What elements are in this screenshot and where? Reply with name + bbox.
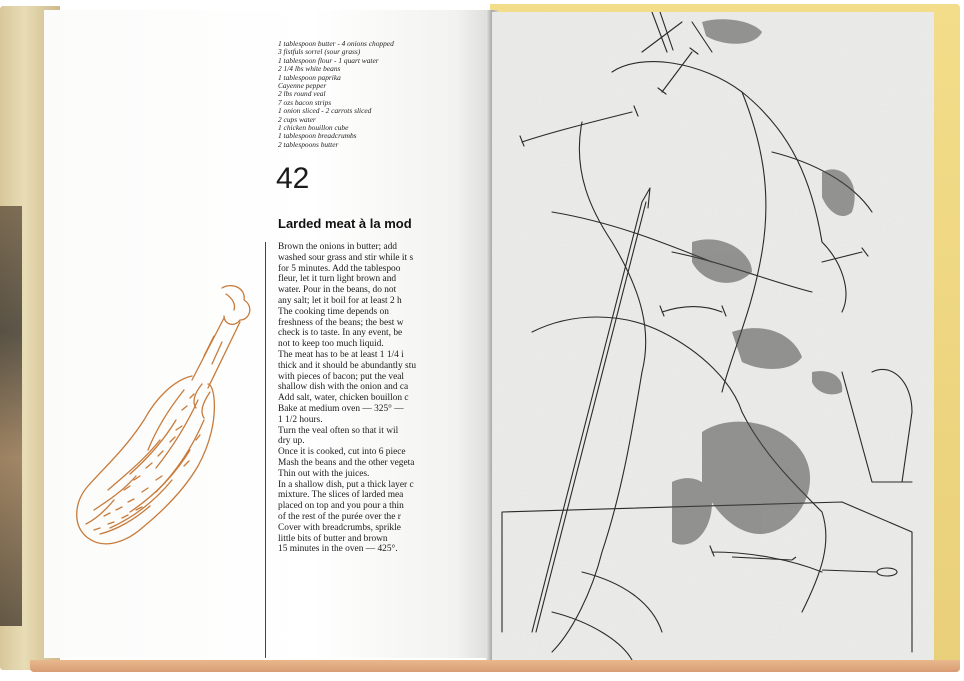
bottom-cover-edge <box>30 660 960 672</box>
ingredient-line: 1 tablespoon flour - 1 quart water <box>278 55 379 65</box>
instruction-line: Thin out with the juices. <box>278 468 370 479</box>
ingredient-line: 2 1/4 lbs white beans <box>278 64 341 74</box>
instruction-line: placed on top and you pour a thin <box>278 501 404 512</box>
ingredients-list <box>278 40 478 149</box>
instruction-line: freshness of the beans; the best w <box>278 317 404 328</box>
instruction-line: In a shallow dish, put a thick layer c <box>278 479 414 490</box>
surreal-illustration <box>492 12 934 660</box>
instruction-line: Add salt, water, chicken bouillon c <box>278 393 409 404</box>
ingredient-line: 7 ozs bacon strips <box>278 97 332 107</box>
ingredient-line: Cayenne pepper <box>278 81 327 91</box>
instruction-line: Bake at medium oven — 325° — <box>278 403 404 414</box>
ingredient-line: 1 tablespoon butter - 4 onions chopped <box>278 39 394 48</box>
instruction-line: dry up. <box>278 436 305 447</box>
instruction-line: 15 minutes in the oven — 425°. <box>278 544 398 555</box>
instruction-line: The cooking time depends on <box>278 306 389 317</box>
instruction-line: shallow dish with the onion and ca <box>278 382 409 393</box>
bone-illustration <box>64 280 264 550</box>
instruction-line: of the rest of the purée over the r <box>278 511 401 522</box>
recipe-title: Larded meat à la mod <box>278 216 412 231</box>
ingredient-line: 1 chicken bouillon cube <box>278 123 349 133</box>
instruction-line: water. Pour in the beans, do not <box>278 285 397 296</box>
instruction-line: little bits of butter and brown <box>278 533 388 544</box>
ingredient-line: 2 lbs round veal <box>278 89 326 99</box>
instruction-line: any salt; let it boil for at least 2 h <box>278 295 402 306</box>
recipe-instructions <box>278 242 492 555</box>
ingredient-line: 1 onion sliced - 2 carrots sliced <box>278 106 372 116</box>
recipe-number: 42 <box>276 162 310 195</box>
ingredient-line: 1 tablespoon paprika <box>278 72 341 82</box>
left-page <box>44 10 492 658</box>
instruction-line: Cover with breadcrumbs, sprikle <box>278 522 401 533</box>
instruction-line: Once it is cooked, cut into 6 piece <box>278 447 406 458</box>
instruction-line: thick and it should be abundantly stu <box>278 360 417 371</box>
instruction-line: 1 1/2 hours. <box>278 414 323 425</box>
instruction-line: fleur, let it turn light brown and <box>278 274 397 285</box>
instruction-line: check is to taste. In any event, be <box>278 328 403 339</box>
ingredient-line: 2 cups water <box>278 114 316 124</box>
instruction-line: not to keep too much liquid. <box>278 339 384 350</box>
instruction-line: Mash the beans and the other vegeta <box>278 457 415 468</box>
ingredient-line: 3 fistfuls sorrel (sour grass) <box>278 47 361 57</box>
instruction-line: The meat has to be at least 1 1/4 i <box>278 349 404 360</box>
instruction-line: Brown the onions in butter; add <box>278 242 397 252</box>
right-page <box>492 12 934 660</box>
instruction-line: with pieces of bacon; put the veal <box>278 371 404 382</box>
ingredient-line: 2 tablespoons butter <box>278 139 339 149</box>
column-rule <box>265 242 266 658</box>
instruction-line: Turn the veal often so that it wil <box>278 425 399 436</box>
instruction-line: mixture. The slices of larded mea <box>278 490 404 501</box>
ingredient-line: 1 tablespoon breadcrumbs <box>278 131 357 141</box>
instruction-line: washed sour grass and stir while it s <box>278 252 414 263</box>
instruction-line: for 5 minutes. Add the tablespoo <box>278 263 401 274</box>
